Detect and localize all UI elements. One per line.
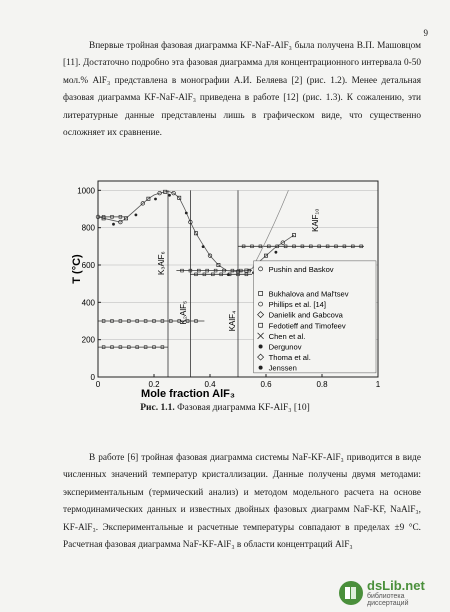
data-point <box>154 198 157 201</box>
y-tick-label: 0 <box>90 373 95 382</box>
phase-diagram-chart <box>70 173 400 400</box>
legend-symbol <box>259 344 263 348</box>
data-point <box>135 213 138 216</box>
y-tick-label: 600 <box>81 261 95 270</box>
phase-label: KAlF₁₀ <box>310 208 320 232</box>
data-point <box>112 223 115 226</box>
data-point <box>168 194 171 197</box>
dslib-watermark[interactable] <box>338 580 444 606</box>
legend-label: Jenssen <box>268 363 297 373</box>
caption-text: Фазовая диаграмма KF-AlF₃ [10] <box>174 403 310 413</box>
watermark-brand: dsLib.net <box>367 578 425 593</box>
phase-diagram-figure <box>70 173 400 400</box>
y-tick-label: 400 <box>81 298 95 308</box>
x-tick-label: 0.6 <box>260 380 272 389</box>
figure-caption <box>0 403 450 413</box>
phase-label: K₃AlF₆ <box>156 251 166 276</box>
dslib-logo-icon <box>338 580 364 606</box>
paragraph-method: В работе [6] тройная фазовая диаграмма системы NaF-KF-AlF₃ приводится в виде численных значений температур кристаллизации. Данные получены двумя методами: экспериментальным (термический анализ) и методом модельного расчета на основе термодинамических данных и известных двойных фазовых диаграмм NaF-KF, NaAlF₃, KF-AlF₃. Экспериментальные и расчетные температуры совпадают в пределах ±9 °С. Расчетная фазовая диаграмма NaF-KF-AlF₃ в области концентраций AlF₃ <box>63 453 421 551</box>
legend-label: Fedotieff and Timofeev <box>268 321 346 331</box>
watermark-subtitle: библиотека диссертаций <box>367 593 409 607</box>
data-point <box>275 251 278 254</box>
legend-label: Chen et al. <box>268 331 306 341</box>
legend-label: Bukhalova and Mal'tsev <box>268 289 349 299</box>
x-axis-label: Mole fraction AlF₃ <box>141 388 235 400</box>
x-tick-label: 0 <box>95 380 101 389</box>
caption-label: Рис. 1.1. <box>140 403 175 413</box>
page-number: 9 <box>423 28 428 38</box>
legend-label: Thoma et al. <box>268 353 311 363</box>
x-tick-label: 0.4 <box>204 380 216 389</box>
data-point <box>185 212 188 215</box>
phase-label: KAlF₄ <box>228 310 238 332</box>
y-tick-label: 800 <box>81 223 95 233</box>
legend <box>254 261 376 373</box>
y-axis-label: T (°C) <box>71 254 83 284</box>
kalf4-liquidus-curve <box>252 190 288 268</box>
y-tick-label: 200 <box>81 335 95 345</box>
x-tick-label: 1 <box>375 380 381 389</box>
legend-label: Dergunov <box>268 342 302 352</box>
legend-symbol <box>259 366 263 370</box>
legend-label: Danielik and Gabcova <box>268 310 343 320</box>
phase-label: K₂AlF₅ <box>179 300 189 325</box>
legend-label: Pushin and Baskov <box>268 264 334 274</box>
paragraph-intro: Впервые тройная фазовая диаграмма KF-NaF-AlF₃ была получена В.П. Машовцом [11]. Достаточно подробно эта фазовая диаграмма для концентрационного интервала 0-50 мол.% AlF₃ представлена в монографии А.И. Беляева [2] (рис. 1.2). Менее детальная фазовая диаграмма KF-NaF-AlF₃ приведена в работе [12] (рис. 1.3). К сожалению, эти литературные данные представлены лишь в графическом виде, что существенно осложняет их сравнение. <box>63 41 421 139</box>
x-tick-label: 0.2 <box>148 380 160 389</box>
data-point <box>202 245 205 248</box>
y-tick-label: 1000 <box>77 186 95 196</box>
legend-label: Phillips et al. [14] <box>268 300 327 310</box>
x-tick-label: 0.8 <box>316 380 328 389</box>
